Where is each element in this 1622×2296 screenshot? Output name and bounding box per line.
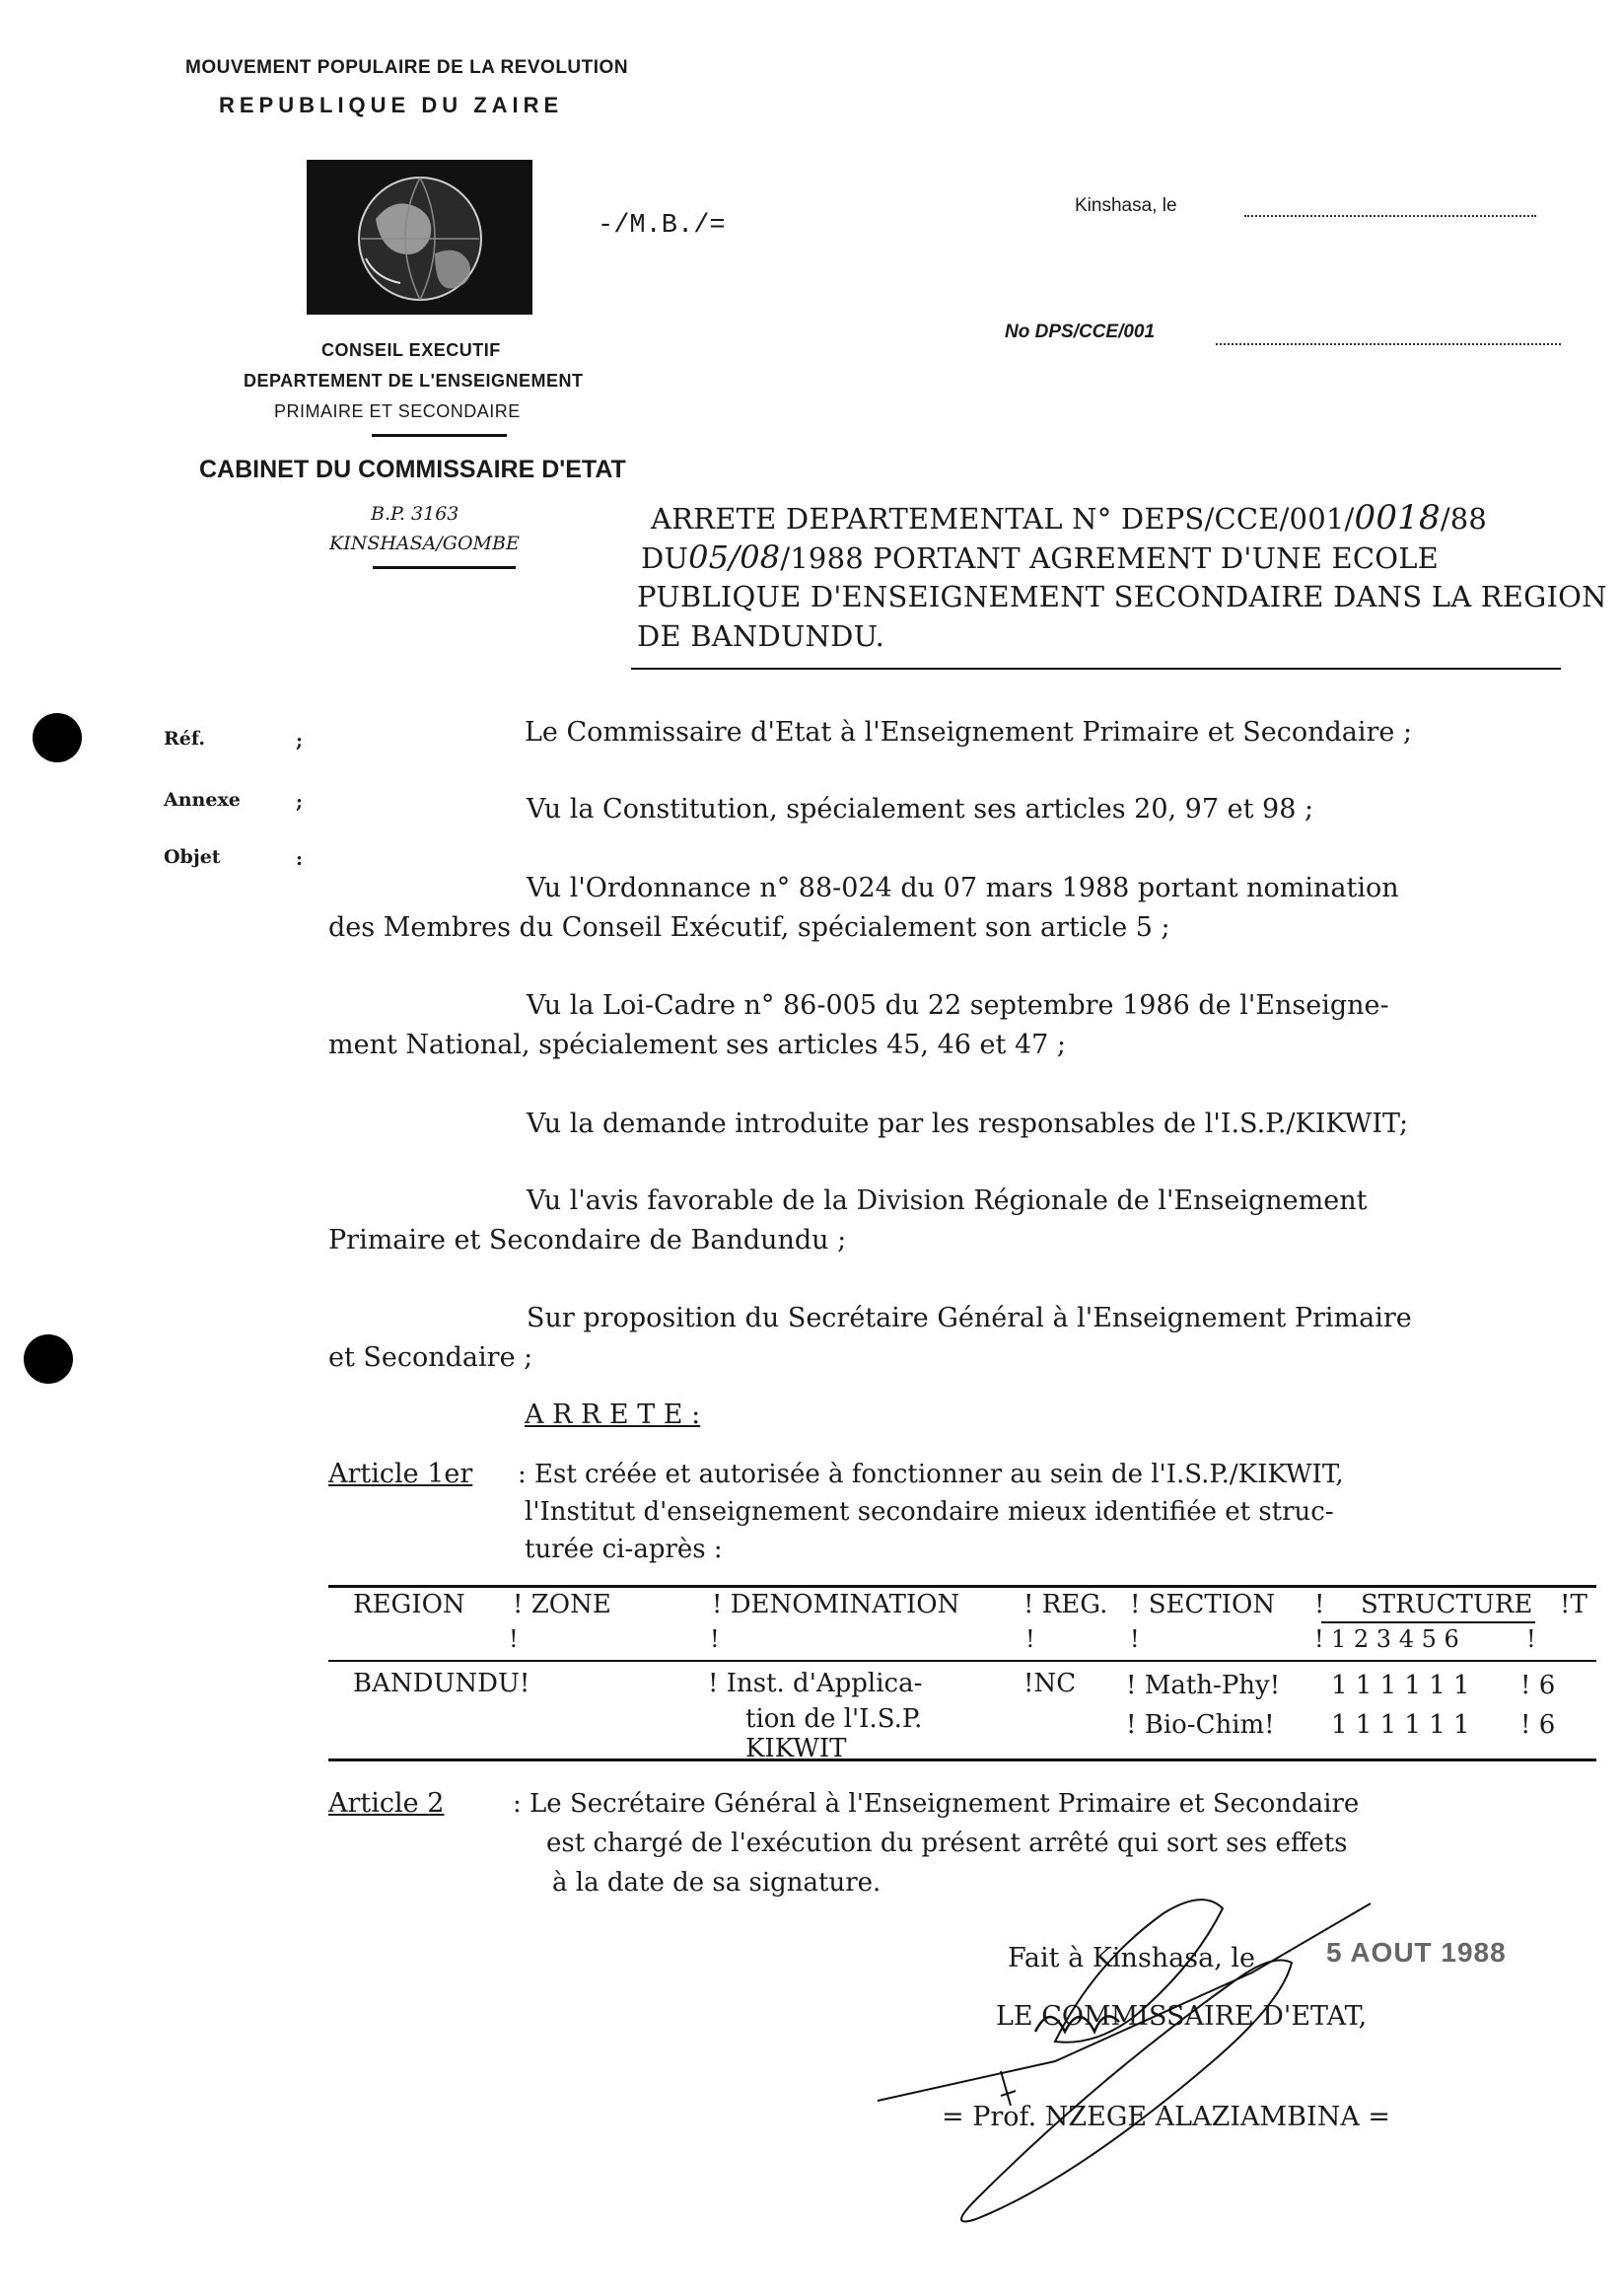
subheader-bang-5: ! bbox=[1314, 1625, 1324, 1653]
considerant-avis-l2: Primaire et Secondaire de Bandundu ; bbox=[328, 1225, 847, 1256]
council-underline bbox=[372, 434, 507, 437]
place-label: Kinshasa, le bbox=[1075, 195, 1177, 216]
article-2-line-2: est chargé de l'exécution du présent arrêté qui sort ses effets bbox=[546, 1829, 1348, 1858]
article-1-line-3: turée ci-après : bbox=[525, 1535, 723, 1564]
preamble: Le Commissaire d'Etat à l'Enseignement Primaire et Secondaire ; bbox=[525, 717, 1413, 748]
ref-label: Réf. bbox=[164, 728, 205, 750]
row-reg: !NC bbox=[1023, 1669, 1077, 1698]
col-total: !T bbox=[1560, 1590, 1587, 1619]
row-denomination-l2: tion de l'I.S.P. bbox=[745, 1704, 923, 1734]
table-top-rule bbox=[328, 1585, 1596, 1588]
article-2-label: Article 2 bbox=[328, 1788, 445, 1819]
article-1-line-1: : Est créée et autorisée à fonctionner au sein de l'I.S.P./KIKWIT, bbox=[518, 1460, 1344, 1489]
article-2-line-1: : Le Secrétaire Général à l'Enseignement Primaire et Secondaire bbox=[513, 1789, 1360, 1819]
number-line bbox=[1216, 343, 1561, 345]
col-reg: ! REG. bbox=[1023, 1590, 1108, 1619]
proposition-l1: Sur proposition du Secrétaire Général à l'Enseignement Primaire bbox=[527, 1303, 1412, 1333]
row-total-l1: ! 6 bbox=[1520, 1671, 1556, 1700]
council-line-3: PRIMAIRE ET SECONDAIRE bbox=[274, 401, 521, 421]
row-denomination-l3: KIKWIT bbox=[745, 1734, 847, 1763]
handwritten-date: 05/08 bbox=[688, 538, 781, 576]
structure-years: 1 2 3 4 5 6 bbox=[1331, 1625, 1459, 1653]
title-rule bbox=[631, 668, 1561, 670]
col-structure: STRUCTURE bbox=[1361, 1590, 1533, 1619]
ref-separator: ; bbox=[296, 730, 304, 752]
movement-header: MOUVEMENT POPULAIRE DE LA REVOLUTION bbox=[185, 57, 629, 78]
article-1-line-2: l'Institut d'enseignement secondaire mieux identifiée et struc- bbox=[525, 1497, 1334, 1527]
considerant-demande: Vu la demande introduite par les responsables de l'I.S.P./KIKWIT; bbox=[527, 1109, 1409, 1139]
annexe-separator: ; bbox=[296, 791, 304, 813]
considerant-avis-l1: Vu l'avis favorable de la Division Régionale de l'Enseignement bbox=[527, 1185, 1368, 1216]
signatory-role: LE COMMISSAIRE D'ETAT, bbox=[996, 2001, 1368, 2032]
col-structure-bang: ! bbox=[1314, 1590, 1325, 1619]
subheader-bang-3: ! bbox=[1025, 1625, 1035, 1653]
fait-a: Fait à Kinshasa, le bbox=[1008, 1943, 1256, 1973]
subheader-bang-4: ! bbox=[1130, 1625, 1140, 1653]
considerant-loi-l2: ment National, spécialement ses articles 45, 46 et 47 ; bbox=[328, 1030, 1066, 1060]
subheader-bang-6: ! bbox=[1526, 1625, 1536, 1653]
considerant-ordonnance-l2: des Membres du Conseil Exécutif, spécialement son article 5 ; bbox=[328, 912, 1170, 943]
row-total-l2: ! 6 bbox=[1520, 1710, 1556, 1740]
decree-title-line-3: PUBLIQUE D'ENSEIGNEMENT SECONDAIRE DANS LA REGION bbox=[637, 580, 1607, 613]
cabinet-heading: CABINET DU COMMISSAIRE D'ETAT bbox=[199, 456, 626, 483]
annexe-label: Annexe bbox=[164, 789, 241, 811]
handwritten-number: 0018 bbox=[1354, 498, 1441, 538]
col-region: REGION bbox=[353, 1590, 465, 1619]
article-1-label: Article 1er bbox=[328, 1459, 473, 1489]
table-header-rule bbox=[328, 1660, 1596, 1662]
article-2-line-3: à la date de sa signature. bbox=[552, 1868, 882, 1898]
number-label: No DPS/CCE/001 bbox=[1005, 322, 1156, 342]
table-bottom-rule bbox=[328, 1758, 1596, 1761]
signature bbox=[858, 1825, 1469, 2259]
subheader-bang-1: ! bbox=[509, 1625, 519, 1653]
date-line bbox=[1244, 215, 1536, 217]
po-box: B.P. 3163 bbox=[371, 503, 459, 525]
col-section: ! SECTION bbox=[1130, 1590, 1276, 1619]
objet-separator: : bbox=[296, 848, 304, 870]
structure-underline bbox=[1321, 1621, 1535, 1623]
subheader-bang-2: ! bbox=[710, 1625, 720, 1653]
row-structure-l2: 1 1 1 1 1 1 bbox=[1331, 1710, 1470, 1740]
city-underline bbox=[373, 566, 516, 569]
council-line-1: CONSEIL EXECUTIF bbox=[321, 340, 501, 360]
proposition-l2: et Secondaire ; bbox=[328, 1342, 533, 1373]
col-denomination: ! DENOMINATION bbox=[712, 1590, 960, 1619]
city: KINSHASA/GOMBE bbox=[329, 533, 520, 554]
decree-title-line-2: DU05/08/1988 PORTANT AGREMENT D'UNE ECOLE bbox=[641, 538, 1440, 576]
emblem-logo bbox=[307, 160, 532, 315]
col-zone: ! ZONE bbox=[513, 1590, 611, 1619]
decree-title-line-4: DE BANDUNDU. bbox=[637, 619, 884, 653]
arrete-heading: A R R E T E : bbox=[525, 1399, 701, 1430]
row-structure-l1: 1 1 1 1 1 1 bbox=[1331, 1671, 1470, 1700]
ref-mark: -/M.B./= bbox=[598, 211, 726, 241]
considerant-ordonnance-l1: Vu l'Ordonnance n° 88-024 du 07 mars 1988 portant nomination bbox=[527, 873, 1399, 903]
objet-label: Objet bbox=[164, 846, 221, 868]
row-region: BANDUNDU! bbox=[353, 1669, 530, 1698]
date-stamp: 5 AOUT 1988 bbox=[1326, 1937, 1507, 1968]
considerant-constitution: Vu la Constitution, spécialement ses articles 20, 97 et 98 ; bbox=[527, 794, 1314, 825]
considerant-loi-l1: Vu la Loi-Cadre n° 86-005 du 22 septembre 1986 de l'Enseigne- bbox=[527, 990, 1389, 1021]
punch-hole-top bbox=[33, 713, 82, 762]
republic-header: REPUBLIQUE DU ZAIRE bbox=[219, 93, 564, 117]
council-line-2: DEPARTEMENT DE L'ENSEIGNEMENT bbox=[244, 371, 584, 391]
decree-title-line-1: ARRETE DEPARTEMENTAL N° DEPS/CCE/001/0018/88 bbox=[651, 498, 1488, 538]
row-denomination-l1: ! Inst. d'Applica- bbox=[708, 1669, 923, 1698]
row-section-l2: ! Bio-Chim! bbox=[1126, 1710, 1275, 1740]
signatory-name: = Prof. NZEGE ALAZIAMBINA = bbox=[942, 2102, 1391, 2132]
punch-hole-bottom bbox=[24, 1334, 73, 1384]
row-section-l1: ! Math-Phy! bbox=[1126, 1671, 1281, 1700]
